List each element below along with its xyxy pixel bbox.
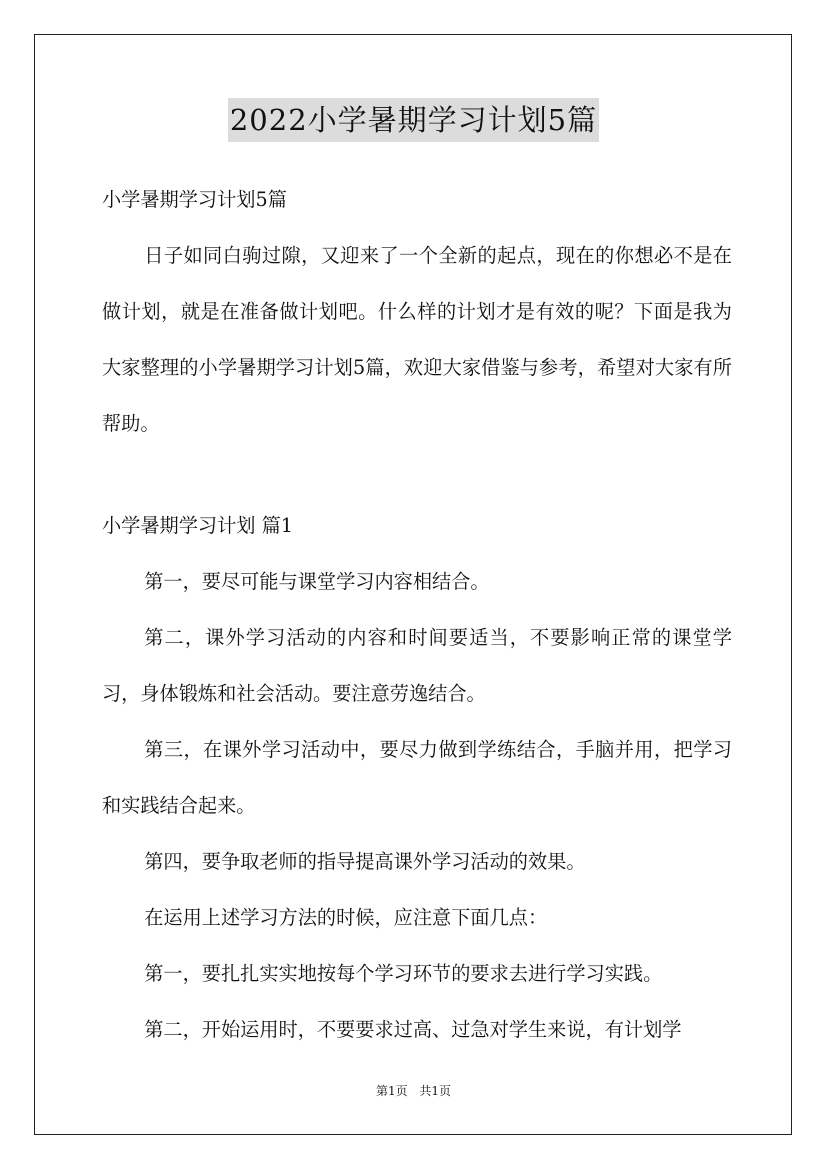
- page-total: 共1页: [419, 1084, 452, 1098]
- intro-paragraph: 日子如同白驹过隙，又迎来了一个全新的起点，现在的你想必不是在做计划，就是在准备做计划吧。什么样的计划才是有效的呢？下面是我为大家整理的小学暑期学习计划5篇，欢迎大家借鉴与参考，希望对大家有所帮助。: [102, 244, 732, 435]
- section-spacer: [102, 452, 732, 498]
- section-heading: 小学暑期学习计划 篇1: [102, 514, 293, 537]
- body-paragraph-1: 第一，要尽可能与课堂学习内容相结合。: [144, 570, 490, 593]
- body-paragraph-5: 在运用上述学习方法的时候，应注意下面几点：: [144, 906, 548, 929]
- body-paragraph-4: 第四，要争取老师的指导提高课外学习活动的效果。: [144, 850, 586, 873]
- document-body: [102, 172, 732, 1058]
- body-paragraph-6: 第一，要扎扎实实地按每个学习环节的要求去进行学习实践。: [144, 962, 663, 985]
- page-number: 第1页: [375, 1084, 408, 1098]
- title-container: [0, 98, 827, 142]
- body-paragraph-2: 第二，课外学习活动的内容和时间要适当，不要影响正常的课堂学习，身体锻炼和社会活动。要注意劳逸结合。: [102, 626, 732, 705]
- page-footer: [0, 1082, 827, 1099]
- document-subtitle: 小学暑期学习计划5篇: [102, 188, 287, 211]
- body-paragraph-7: 第二，开始运用时，不要要求过高、过急对学生来说，有计划学: [144, 1018, 682, 1041]
- body-paragraph-3: 第三，在课外学习活动中，要尽力做到学练结合，手脑并用，把学习和实践结合起来。: [102, 738, 732, 817]
- document-title: 2022小学暑期学习计划5篇: [228, 98, 599, 142]
